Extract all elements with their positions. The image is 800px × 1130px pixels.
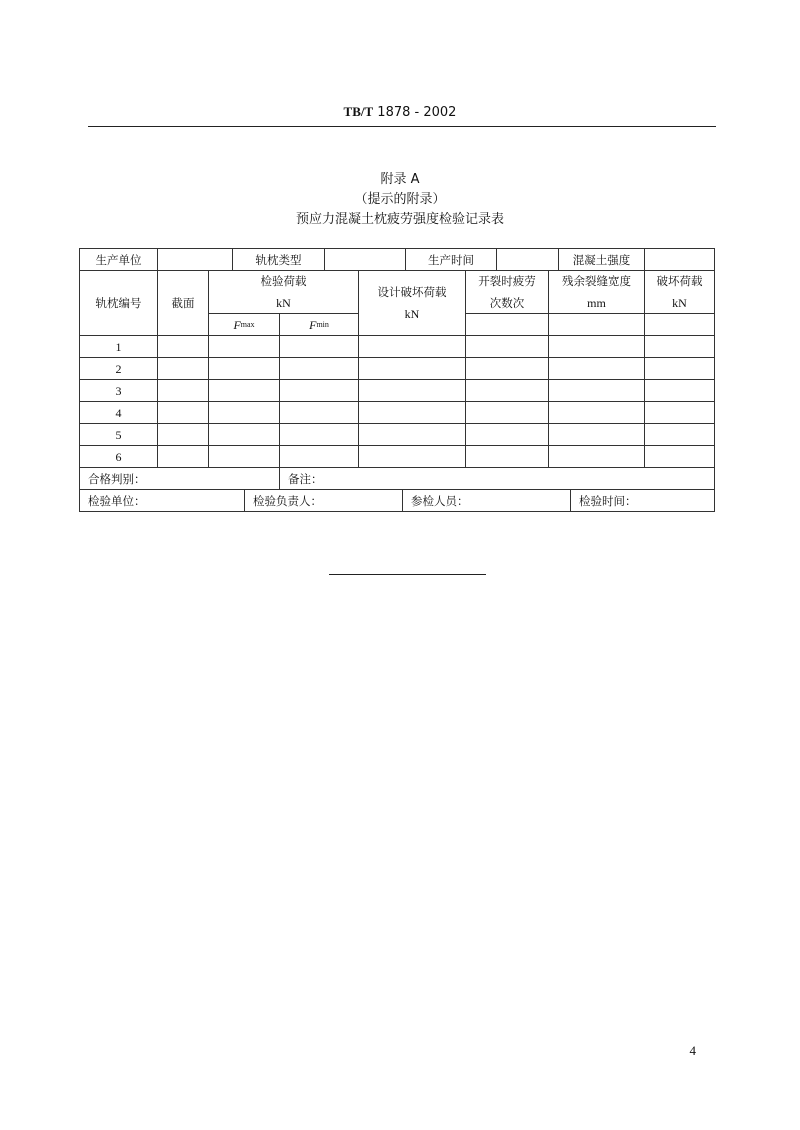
data-cell[interactable] <box>358 357 466 380</box>
info-value-cell[interactable] <box>324 248 406 271</box>
remarks-field: 备注： <box>279 467 715 490</box>
data-cell[interactable] <box>465 335 549 358</box>
data-cell[interactable] <box>465 445 549 468</box>
test-load-line2: kN <box>276 296 291 310</box>
blank-cell[interactable] <box>644 313 715 336</box>
row-number: 2 <box>79 357 158 380</box>
row-number: 3 <box>79 379 158 402</box>
info-value-cell[interactable] <box>496 248 559 271</box>
info-label: 生产单位 <box>79 248 158 271</box>
row-number: 6 <box>79 445 158 468</box>
data-cell[interactable] <box>157 335 209 358</box>
standard-code <box>0 104 800 120</box>
header-design-load[interactable] <box>358 270 466 336</box>
blank-cell[interactable] <box>465 313 549 336</box>
info-label: 轨枕类型 <box>232 248 325 271</box>
failure-load-line1: 破坏荷载 <box>656 274 703 288</box>
data-cell[interactable] <box>548 423 645 446</box>
data-cell[interactable] <box>644 335 715 358</box>
row-number: 1 <box>79 335 158 358</box>
data-cell[interactable] <box>465 423 549 446</box>
data-cell[interactable] <box>548 401 645 424</box>
failure-load <box>657 270 703 314</box>
end-rule <box>329 574 486 575</box>
data-cell[interactable] <box>208 445 280 468</box>
data-cell[interactable] <box>358 445 466 468</box>
data-cell[interactable] <box>465 379 549 402</box>
data-cell[interactable] <box>465 401 549 424</box>
design-load-line2: kN <box>404 307 420 321</box>
data-cell[interactable] <box>465 357 549 380</box>
footer-field: 检验时间： <box>570 489 715 512</box>
header-residual-crack[interactable] <box>548 270 645 314</box>
judgement-field: 合格判别： <box>79 467 280 490</box>
data-cell[interactable] <box>358 335 466 358</box>
data-cell[interactable] <box>279 357 359 380</box>
data-cell[interactable] <box>208 335 280 358</box>
failure-load-line2: kN <box>672 296 687 310</box>
crack-fatigue <box>478 270 536 314</box>
code-prefix: TB/T <box>343 104 374 119</box>
data-cell[interactable] <box>208 357 280 380</box>
data-cell[interactable] <box>157 401 209 424</box>
crack-fatigue-line1: 开裂时疲劳 <box>478 274 536 288</box>
header-section: 截面 <box>157 270 209 336</box>
appendix-title: 附录 A <box>380 172 420 187</box>
info-label: 生产时间 <box>405 248 497 271</box>
test-load-line1: 检验荷载 <box>260 274 307 288</box>
info-value-cell[interactable] <box>157 248 233 271</box>
row-number: 4 <box>79 401 158 424</box>
data-cell[interactable] <box>548 335 645 358</box>
data-cell[interactable] <box>548 445 645 468</box>
footer-field: 检验单位： <box>79 489 245 512</box>
residual-crack-line2: mm <box>587 296 606 310</box>
header-fmax[interactable] <box>208 313 280 336</box>
crack-fatigue-line2: 次数次 <box>489 296 525 310</box>
code-number: 1878 - 2002 <box>373 105 457 120</box>
data-cell[interactable] <box>644 445 715 468</box>
footer-field: 检验负责人： <box>244 489 403 512</box>
residual-crack-line1: 残余裂缝宽度 <box>562 274 631 288</box>
data-cell[interactable] <box>279 445 359 468</box>
appendix-subtitle: （提示的附录） <box>354 192 446 207</box>
data-cell[interactable] <box>644 357 715 380</box>
header-failure-load[interactable] <box>644 270 715 314</box>
test-load <box>261 270 307 314</box>
header-rule <box>88 126 716 127</box>
data-cell[interactable] <box>279 423 359 446</box>
page-number: 4 <box>689 1043 696 1058</box>
data-cell[interactable] <box>644 423 715 446</box>
data-cell[interactable] <box>548 357 645 380</box>
info-label: 混凝土强度 <box>558 248 645 271</box>
header-crack-fatigue[interactable] <box>465 270 549 314</box>
data-cell[interactable] <box>358 401 466 424</box>
data-cell[interactable] <box>157 379 209 402</box>
fmax-f: F <box>233 317 241 332</box>
header-sleeper-no: 轨枕编号 <box>79 270 158 336</box>
data-cell[interactable] <box>208 379 280 402</box>
header-fmin[interactable] <box>279 313 359 336</box>
data-cell[interactable] <box>279 335 359 358</box>
data-cell[interactable] <box>358 379 466 402</box>
data-cell[interactable] <box>157 357 209 380</box>
design-load-line1: 设计破坏荷载 <box>377 285 447 299</box>
data-cell[interactable] <box>208 401 280 424</box>
design-load <box>378 281 447 325</box>
info-value-cell[interactable] <box>644 248 715 271</box>
table-title: 预应力混凝土枕疲劳强度检验记录表 <box>295 212 504 227</box>
footer-field: 参检人员： <box>402 489 571 512</box>
fmin-sub: min <box>316 319 329 329</box>
data-cell[interactable] <box>208 423 280 446</box>
data-cell[interactable] <box>644 379 715 402</box>
data-cell[interactable] <box>279 379 359 402</box>
residual-crack <box>562 270 631 314</box>
data-cell[interactable] <box>279 401 359 424</box>
row-number: 5 <box>79 423 158 446</box>
header-test-load[interactable] <box>208 270 359 314</box>
fmin-f: F <box>309 317 317 332</box>
data-cell[interactable] <box>157 445 209 468</box>
blank-cell[interactable] <box>548 313 645 336</box>
data-cell[interactable] <box>157 423 209 446</box>
fmax-sub: max <box>240 319 255 329</box>
data-cell[interactable] <box>548 379 645 402</box>
data-cell[interactable] <box>358 423 466 446</box>
data-cell[interactable] <box>644 401 715 424</box>
